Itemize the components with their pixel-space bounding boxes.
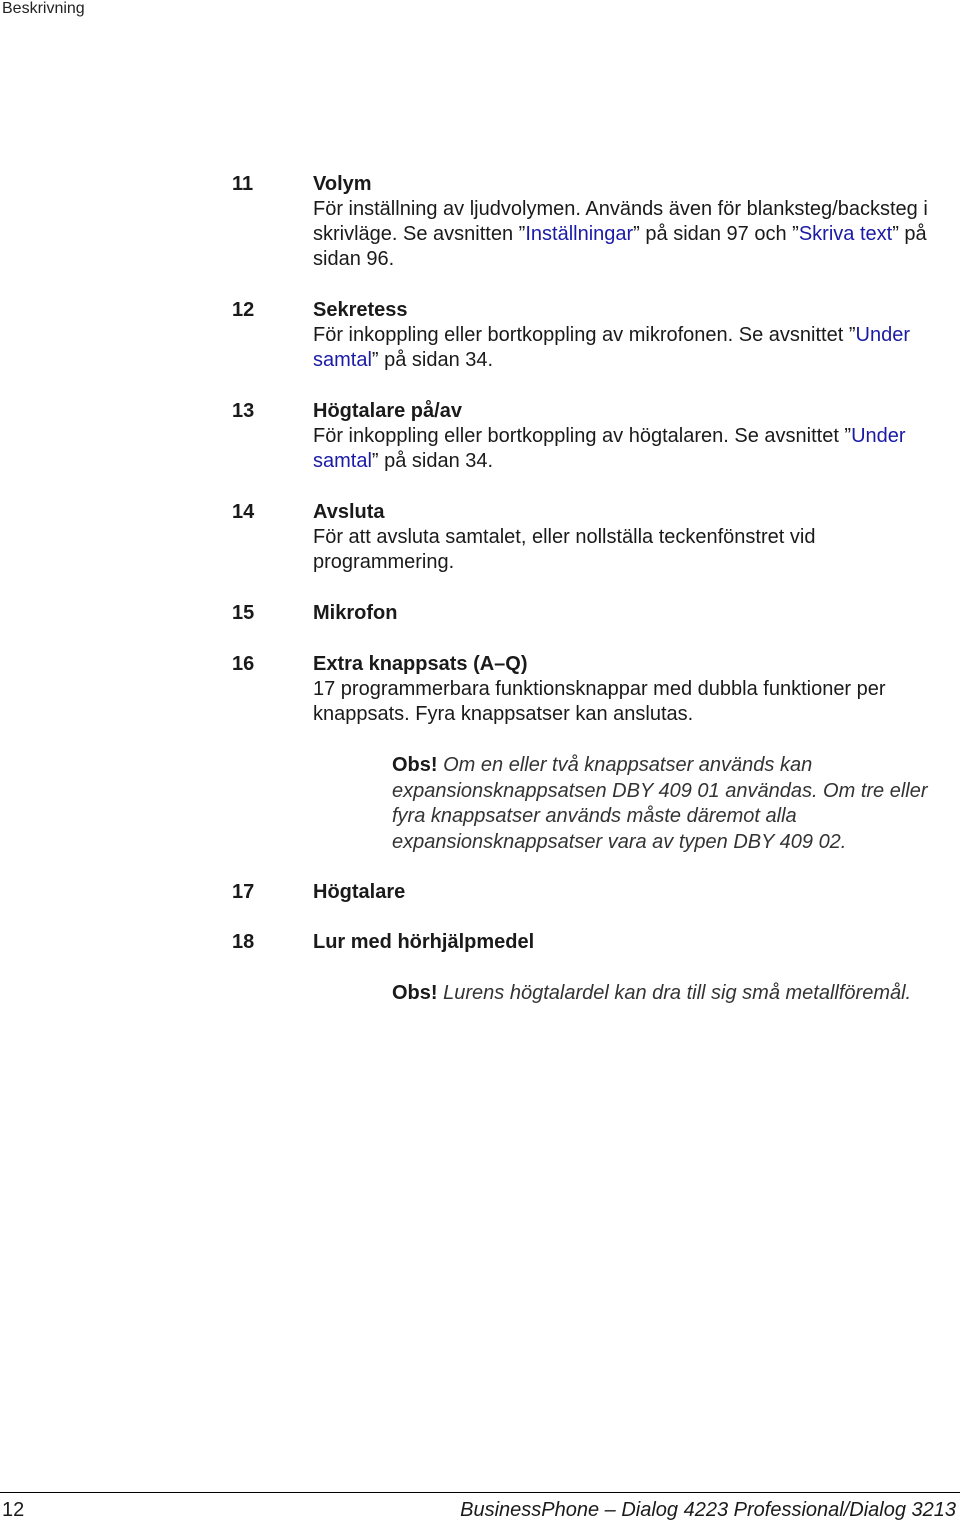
item-11 bbox=[232, 172, 956, 272]
link-under-samtal[interactable]: Under samtal bbox=[313, 324, 910, 371]
note-metallforemal bbox=[392, 981, 958, 1007]
page-number: 12 bbox=[2, 1499, 25, 1521]
item-description: För inkoppling eller bortkoppling av högtalaren. Se avsnittet ”Under samtal” på sidan 34. bbox=[313, 425, 906, 472]
item-title: Mikrofon bbox=[313, 602, 398, 624]
item-16 bbox=[232, 652, 956, 727]
item-title: Extra knappsats (A–Q) bbox=[313, 653, 528, 675]
item-number: 18 bbox=[232, 931, 255, 953]
item-number: 15 bbox=[232, 602, 255, 624]
footer-divider bbox=[0, 1492, 960, 1493]
item-12 bbox=[232, 298, 956, 373]
item-title: Lur med hörhjälpmedel bbox=[313, 931, 535, 953]
link-skriva-text[interactable]: Skriva text bbox=[798, 223, 893, 245]
item-title: Högtalare på/av bbox=[313, 400, 462, 422]
item-number: 14 bbox=[232, 501, 255, 523]
note-text: Om en eller två knappsatser används kan expansionsknappsatsen DBY 409 01 användas. Om tre eller fyra knappsatser används måste däremot alla expansionsknappsatser vara av typen DBY 409 02. bbox=[392, 754, 928, 853]
item-15 bbox=[232, 601, 956, 626]
item-17 bbox=[232, 880, 956, 905]
note-label: Obs! bbox=[392, 982, 438, 1004]
item-title: Sekretess bbox=[313, 299, 408, 321]
note-knappsatser bbox=[392, 753, 958, 855]
note-text: Lurens högtalardel kan dra till sig små metallföremål. bbox=[437, 982, 912, 1004]
item-description: För inkoppling eller bortkoppling av mikrofonen. Se avsnittet ”Under samtal” på sidan 34. bbox=[313, 324, 910, 371]
item-number: 13 bbox=[232, 400, 255, 422]
link-under-samtal[interactable]: Under samtal bbox=[313, 425, 906, 472]
item-number: 16 bbox=[232, 653, 255, 675]
item-description: 17 programmerbara funktionsknappar med dubbla funktioner per knappsats. Fyra knappsatser kan anslutas. bbox=[313, 678, 886, 725]
item-number: 11 bbox=[232, 173, 254, 195]
item-title: Högtalare bbox=[313, 881, 406, 903]
item-title: Avsluta bbox=[313, 501, 385, 523]
item-13 bbox=[232, 399, 956, 474]
item-number: 17 bbox=[232, 881, 255, 903]
note-label: Obs! bbox=[392, 754, 438, 776]
item-number: 12 bbox=[232, 299, 255, 321]
item-18 bbox=[232, 930, 956, 955]
item-description: För inställning av ljudvolymen. Används även för blanksteg/backsteg i skrivläge. Se avsnitten ”Inställningar” på sidan 97 och ”Skriva text” på sidan 96. bbox=[313, 198, 928, 270]
document-title: BusinessPhone – Dialog 4223 Professional/Dialog 3213 bbox=[460, 1499, 956, 1521]
item-description: För att avsluta samtalet, eller nollställa teckenfönstret vid programmering. bbox=[313, 526, 816, 573]
item-title: Volym bbox=[313, 173, 372, 195]
item-14 bbox=[232, 500, 956, 575]
running-header: Beskrivning bbox=[2, 0, 85, 17]
link-installningar[interactable]: Inställningar bbox=[525, 223, 634, 245]
